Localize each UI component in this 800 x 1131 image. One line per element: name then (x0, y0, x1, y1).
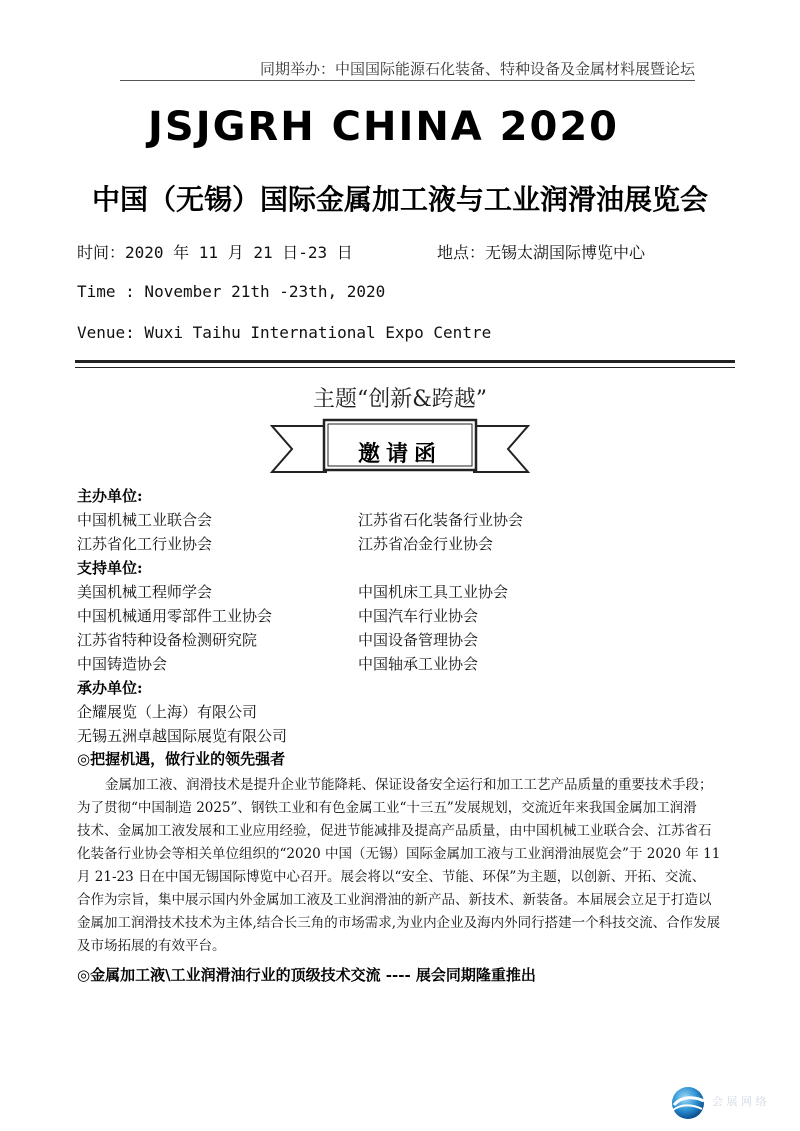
supporter-1: 美国机械工程师学会 (77, 583, 213, 601)
supporter-3: 中国机械通用零部件工业协会 (77, 607, 273, 625)
support-heading: 支持单位: (77, 559, 143, 577)
host-3: 江苏省化工行业协会 (77, 535, 213, 553)
time-cn: 时间：2020 年 11 月 21 日-23 日 (77, 243, 353, 262)
undertaker-2: 无锡五洲卓越国际展览有限公司 (77, 727, 288, 745)
para-line-7: 金属加工润滑技术技术为主体,结合长三角的市场需求,为业内企业及海内外同行搭建一个科技交流、合作发展 (77, 915, 721, 931)
host-heading: 主办单位: (77, 487, 143, 505)
section1-heading: ◎把握机遇，做行业的领先强者 (77, 750, 286, 768)
supporter-2: 中国机床工具工业协会 (358, 583, 509, 601)
para-line-8: 及市场拓展的有效平台。 (77, 938, 226, 954)
host-1: 中国机械工业联合会 (77, 511, 213, 529)
place-cn: 地点：无锡太湖国际博览中心 (437, 243, 646, 262)
venue-en: Venue: Wuxi Taihu International Expo Centre (77, 323, 492, 342)
para-line-6: 合作为宗旨，集中展示国内外金属加工液及工业润滑油的新产品、新技术、新装备。本届展会立足于打造以 (77, 892, 712, 908)
brand-title: JSJGRH CHINA 2020 (148, 104, 620, 150)
para-line-3: 技术、金属加工液发展和工业应用经验，促进节能减排及提高产品质量，由中国机械工业联合会、江苏省石 (77, 823, 712, 839)
globe-logo-icon (668, 1085, 708, 1121)
undertaker-1: 企耀展览（上海）有限公司 (77, 703, 258, 721)
para-line-1: 金属加工液、润滑技术是提升企业节能降耗、保证设备安全运行和加工工艺产品质量的重要技术手段； (105, 777, 713, 793)
host-4: 江苏省冶金行业协会 (358, 535, 494, 553)
para-line-4: 化装备行业协会等相关单位组织的“2020 中国（无锡）国际金属加工液与工业润滑油展览会”于 2020 年 11 (77, 846, 721, 862)
supporter-6: 中国设备管理协会 (358, 631, 479, 649)
supporter-7: 中国铸造协会 (77, 655, 168, 673)
double-divider-bottom (75, 367, 735, 368)
para-line-2: 为了贯彻“中国制造 2025”、钢铁工业和有色金属工业“十三五”发展规划，交流近年来我国金属加工润滑 (77, 800, 697, 816)
watermark-text: 会 展 网 络 (712, 1095, 767, 1108)
host-2: 江苏省石化装备行业协会 (358, 511, 524, 529)
double-divider-top (75, 360, 735, 363)
section2-heading: ◎金属加工液\工业润滑油行业的顶级技术交流 ---- 展会同期隆重推出 (77, 966, 536, 984)
supporter-5: 江苏省特种设备检测研究院 (77, 631, 258, 649)
para-line-5: 月 21-23 日在中国无锡国际博览中心召开。展会将以“安全、节能、环保”为主题，以创新、开拓、交流、 (77, 869, 706, 885)
theme-line: 主题“创新&跨越” (312, 387, 488, 412)
supporter-4: 中国汽车行业协会 (358, 607, 479, 625)
supporter-8: 中国轴承工业协会 (358, 655, 479, 673)
invitation-label: 邀请函 (357, 441, 442, 467)
header-note: 同期举办：中国国际能源石化装备、特种设备及金属材料展暨论坛 (259, 60, 695, 78)
time-en: Time : November 21th -23th, 2020 (77, 282, 386, 301)
undertake-heading: 承办单位: (77, 679, 143, 697)
header-divider (120, 80, 695, 81)
page-title: 中国（无锡）国际金属加工液与工业润滑油展览会 (91, 183, 708, 216)
